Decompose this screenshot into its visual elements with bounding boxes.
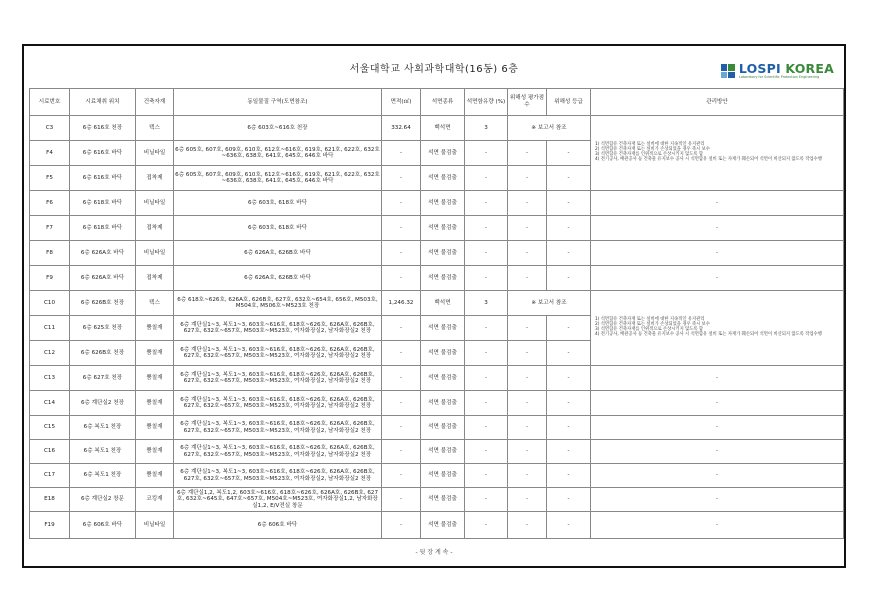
cell-area: -	[382, 366, 421, 391]
cell-id: F6	[30, 191, 70, 216]
page-title: 서울대학교 사회과학대학(16동) 6층	[349, 64, 519, 75]
cell-content: -	[465, 341, 508, 366]
continued-note: - 뒷 장 계 속 -	[415, 549, 453, 556]
col-header: 동일물질 구역(도면참조)	[174, 89, 382, 116]
cell-area-desc: 6층 계단실1~3, 복도1~3, 603호~616호, 618호~626호, 626A호, 626B호, 627호, 632호~657호, M503호~M523호, 여자화장실2, 남자화장실2 천장	[174, 366, 382, 391]
cell-type: 석면 불검출	[421, 391, 465, 416]
cell-material: 뿜칠재	[136, 391, 174, 416]
cell-id: F5	[30, 166, 70, 191]
management-plan	[591, 291, 844, 366]
cell-mgmt: -	[591, 366, 844, 391]
management-line: 3) 석면함유 건축자재를 인위적으로 손상시키지 않도록 함	[595, 327, 704, 332]
cell-content: -	[465, 266, 508, 291]
cell-id: C3	[30, 116, 70, 141]
cell-grade: -	[547, 416, 591, 440]
cell-area: -	[382, 512, 421, 539]
cell-material: 접착제	[136, 166, 174, 191]
management-line: 1) 석면함유 건축자재 또는 설비에 대한 지속적인 유지관리	[595, 317, 705, 323]
management-line: 2) 석면함유 건축자재 또는 설비가 손상되었을 경우 즉시 보수	[595, 147, 710, 153]
cell-area: 1,246.32	[382, 291, 421, 316]
cell-type: 석면 불검출	[421, 341, 465, 366]
cell-id: C17	[30, 464, 70, 488]
cell-location: 6층 616호 바닥	[70, 141, 136, 166]
cell-mgmt: -	[591, 512, 844, 539]
table-row	[30, 266, 844, 291]
cell-material: 뿜칠재	[136, 464, 174, 488]
cell-score: -	[508, 416, 547, 440]
cell-type: 석면 불검출	[421, 366, 465, 391]
cell-area: -	[382, 488, 421, 512]
cell-type: 백석면	[421, 291, 465, 316]
cell-content: 3	[465, 116, 508, 141]
cell-location: 6층 626B호 천장	[70, 341, 136, 366]
cell-area: -	[382, 416, 421, 440]
cell-location: 6층 복도1 천장	[70, 440, 136, 464]
cell-material: 뿜칠재	[136, 316, 174, 341]
cell-grade: -	[547, 316, 591, 341]
cell-type: 석면 불검출	[421, 316, 465, 341]
cell-content: -	[465, 316, 508, 341]
cell-location: 6층 복도1 천장	[70, 464, 136, 488]
cell-material: 뿜칠재	[136, 341, 174, 366]
cell-grade: -	[547, 241, 591, 266]
cell-mgmt: -	[591, 488, 844, 512]
col-header: 위해성 등급	[547, 89, 591, 116]
cell-content: -	[465, 366, 508, 391]
table-row	[30, 241, 844, 266]
col-header: 석면종류	[421, 89, 465, 116]
col-header: 면적(㎡)	[382, 89, 421, 116]
col-header: 관리방안	[591, 89, 844, 116]
cell-area-desc: 6층 603호, 618호 바닥	[174, 191, 382, 216]
cell-location: 6층 계단실2 천장	[70, 391, 136, 416]
cell-material: 접착제	[136, 216, 174, 241]
cell-score: -	[508, 341, 547, 366]
cell-score: -	[508, 191, 547, 216]
cell-area: -	[382, 266, 421, 291]
cell-score: -	[508, 216, 547, 241]
cell-material: 코킹재	[136, 488, 174, 512]
table-row	[30, 488, 844, 512]
cell-area-desc: 6층 603호~616호 천장	[174, 116, 382, 141]
cell-content: -	[465, 191, 508, 216]
cell-area-desc: 6층 626A호, 626B호 바닥	[174, 266, 382, 291]
cell-grade: -	[547, 141, 591, 166]
cell-area: -	[382, 216, 421, 241]
company-logo	[721, 60, 834, 82]
cell-area-desc: 6층 계단실1~3, 복도1~3, 603호~616호, 618호~626호, 626A호, 626B호, 627호, 632호~657호, M503호~M523호, 여자화장실2, 남자화장실2 천장	[174, 416, 382, 440]
cell-id: F4	[30, 141, 70, 166]
table-row	[30, 464, 844, 488]
cell-content: -	[465, 391, 508, 416]
cell-location: 6층 616호 천장	[70, 116, 136, 141]
cell-area: -	[382, 166, 421, 191]
cell-area-desc: 6층 계단실1~3, 복도1~3, 603호~616호, 618호~626호, 626A호, 626B호, 627호, 632호~657호, M503호~M523호, 여자화장실2, 남자화장실2 천장	[174, 464, 382, 488]
cell-material: 텍스	[136, 116, 174, 141]
cell-grade: -	[547, 266, 591, 291]
cell-type: 석면 불검출	[421, 166, 465, 191]
cell-score: ※ 보고서 참조	[508, 116, 591, 141]
col-header: 위해성 평가점수	[508, 89, 547, 116]
cell-type: 석면 불검출	[421, 241, 465, 266]
cell-id: C11	[30, 316, 70, 341]
cell-location: 6층 618호 바닥	[70, 216, 136, 241]
cell-location: 6층 626A호 바닥	[70, 266, 136, 291]
cell-id: C12	[30, 341, 70, 366]
table-row	[30, 291, 844, 316]
table-row	[30, 391, 844, 416]
table-header-row	[30, 89, 844, 116]
cell-material: 비닐타일	[136, 241, 174, 266]
cell-grade: -	[547, 366, 591, 391]
col-header: 시료채취 위치	[70, 89, 136, 116]
table-row	[30, 216, 844, 241]
cell-area: -	[382, 316, 421, 341]
logo-mark-icon	[721, 64, 735, 78]
cell-type: 석면 불검출	[421, 141, 465, 166]
cell-id: F7	[30, 216, 70, 241]
management-line: 4) 전기공사, 배관공사 등 건축물 유지보수 공사 시 석면함유 설비 또는 자재가 훼손되어 석면이 비산되지 않도록 작업수행	[595, 331, 822, 337]
cell-grade: -	[547, 216, 591, 241]
cell-grade: -	[547, 391, 591, 416]
cell-location: 6층 627호 천장	[70, 366, 136, 391]
cell-content: -	[465, 241, 508, 266]
col-header: 시료번호	[30, 89, 70, 116]
cell-area: -	[382, 391, 421, 416]
cell-area: -	[382, 241, 421, 266]
cell-mgmt: -	[591, 241, 844, 266]
cell-area: -	[382, 191, 421, 216]
cell-grade: -	[547, 488, 591, 512]
cell-location: 6층 618호 바닥	[70, 191, 136, 216]
table-row	[30, 191, 844, 216]
logo-name: LOSPI KOREA	[738, 60, 834, 76]
cell-type: 석면 불검출	[421, 266, 465, 291]
cell-content: -	[465, 512, 508, 539]
cell-type: 석면 불검출	[421, 512, 465, 539]
cell-area: 332.64	[382, 116, 421, 141]
cell-area-desc: 6층 606호 바닥	[174, 512, 382, 539]
cell-content: -	[465, 464, 508, 488]
cell-grade: -	[547, 191, 591, 216]
cell-type: 석면 불검출	[421, 416, 465, 440]
cell-location: 6층 626B호 천장	[70, 291, 136, 316]
cell-area-desc: 6층 계단실1~3, 복도1~3, 603호~616호, 618호~626호, 626A호, 626B호, 627호, 632호~657호, M503호~M523호, 여자화장실2, 남자화장실2 천장	[174, 391, 382, 416]
cell-mgmt: -	[591, 416, 844, 440]
management-line: 4) 전기공사, 배관공사 등 건축물 유지보수 공사 시 석면함유 설비 또는 자재가 훼손되어 석면이 비산되지 않도록 작업수행	[595, 156, 822, 162]
document-frame	[22, 44, 846, 568]
col-header: 석면함유량 (%)	[465, 89, 508, 116]
cell-id: C10	[30, 291, 70, 316]
cell-location: 6층 616호 바닥	[70, 166, 136, 191]
cell-content: -	[465, 416, 508, 440]
cell-area-desc: 6층 계단실1~3, 복도1~3, 603호~616호, 618호~626호, 626A호, 626B호, 627호, 632호~657호, M503호~M523호, 여자화장실2, 남자화장실2 천장	[174, 316, 382, 341]
cell-score: -	[508, 464, 547, 488]
cell-area-desc: 6층 계단실1~3, 복도1~3, 603호~616호, 618호~626호, 626A호, 626B호, 627호, 632호~657호, M503호~M523호, 여자화장실2, 남자화장실2 천장	[174, 341, 382, 366]
table-row	[30, 366, 844, 391]
cell-type: 석면 불검출	[421, 440, 465, 464]
cell-grade: -	[547, 464, 591, 488]
cell-area-desc: 6층 626A호, 626B호 바닥	[174, 241, 382, 266]
cell-material: 접착제	[136, 266, 174, 291]
cell-grade: -	[547, 166, 591, 191]
cell-grade: -	[547, 341, 591, 366]
cell-type: 석면 불검출	[421, 464, 465, 488]
cell-mgmt: -	[591, 216, 844, 241]
management-line: 3) 석면함유 건축자재를 인위적으로 손상시키지 않도록 함	[595, 152, 704, 157]
cell-score: -	[508, 316, 547, 341]
cell-mgmt: -	[591, 464, 844, 488]
management-line: 1) 석면함유 건축자재 또는 설비에 대한 지속적인 유지관리	[595, 142, 705, 148]
cell-material: 뿜칠재	[136, 440, 174, 464]
cell-location: 6층 606호 바닥	[70, 512, 136, 539]
table-row	[30, 116, 844, 141]
cell-type: 백석면	[421, 116, 465, 141]
cell-area: -	[382, 341, 421, 366]
table-row	[30, 512, 844, 539]
cell-id: C15	[30, 416, 70, 440]
cell-score: -	[508, 241, 547, 266]
cell-location: 6층 625호 천장	[70, 316, 136, 341]
cell-id: C14	[30, 391, 70, 416]
cell-id: C13	[30, 366, 70, 391]
cell-type: 석면 불검출	[421, 488, 465, 512]
cell-location: 6층 626A호 바닥	[70, 241, 136, 266]
col-header: 건축자재	[136, 89, 174, 116]
cell-mgmt: -	[591, 191, 844, 216]
cell-id: F19	[30, 512, 70, 539]
cell-material: 텍스	[136, 291, 174, 316]
cell-score: -	[508, 266, 547, 291]
cell-content: -	[465, 141, 508, 166]
cell-area-desc: 6층 계단실1~3, 복도1~3, 603호~616호, 618호~626호, 626A호, 626B호, 627호, 632호~657호, M503호~M523호, 여자화장실2, 남자화장실2 천장	[174, 440, 382, 464]
cell-area-desc: 6층 605호, 607호, 609호, 610호, 612호~616호, 619호, 621호, 622호, 632호~636호, 638호, 641호, 645호, 646호 바닥	[174, 166, 382, 191]
cell-type: 석면 불검출	[421, 216, 465, 241]
cell-material: 비닐타일	[136, 191, 174, 216]
cell-grade: -	[547, 440, 591, 464]
cell-score: -	[508, 440, 547, 464]
cell-score: -	[508, 141, 547, 166]
cell-area: -	[382, 141, 421, 166]
cell-mgmt: -	[591, 391, 844, 416]
cell-area-desc: 6층 계단실1,2, 복도1,2, 603호~616호, 618호~626호, 626A호, 626B호, 627호, 632호~645호, 647호~657호, M504호~M523호, 여자화장실1,2, 남자화장실1,2, E/V전실 창문	[174, 488, 382, 512]
cell-type: 석면 불검출	[421, 191, 465, 216]
cell-area-desc: 6층 605호, 607호, 609호, 610호, 612호~616호, 619호, 621호, 622호, 632호~636호, 638호, 641호, 645호, 646호 바닥	[174, 141, 382, 166]
cell-content: 3	[465, 291, 508, 316]
cell-area: -	[382, 440, 421, 464]
cell-id: F8	[30, 241, 70, 266]
cell-score: -	[508, 166, 547, 191]
cell-grade: -	[547, 512, 591, 539]
cell-mgmt: -	[591, 266, 844, 291]
cell-material: 비닐타일	[136, 141, 174, 166]
cell-score: -	[508, 366, 547, 391]
cell-area: -	[382, 464, 421, 488]
cell-content: -	[465, 216, 508, 241]
asbestos-survey-table	[29, 88, 844, 539]
cell-id: C16	[30, 440, 70, 464]
cell-material: 뿜칠재	[136, 416, 174, 440]
cell-area-desc: 6층 618호~626호, 626A호, 626B호, 627호, 632호~654호, 656호, M503호, M504호, M506호~M523호 천장	[174, 291, 382, 316]
cell-content: -	[465, 488, 508, 512]
cell-mgmt: -	[591, 440, 844, 464]
cell-score: -	[508, 488, 547, 512]
cell-score: -	[508, 391, 547, 416]
cell-area-desc: 6층 603호, 618호 바닥	[174, 216, 382, 241]
table-row	[30, 440, 844, 464]
logo-subtitle: Laboratory for Scientific Protection Engineering	[738, 75, 820, 80]
management-plan	[591, 116, 844, 191]
cell-content: -	[465, 166, 508, 191]
cell-location: 6층 복도1 천장	[70, 416, 136, 440]
cell-material: 비닐타일	[136, 512, 174, 539]
cell-location: 6층 계단실2 창문	[70, 488, 136, 512]
cell-id: E18	[30, 488, 70, 512]
cell-content: -	[465, 440, 508, 464]
cell-score: -	[508, 512, 547, 539]
management-line: 2) 석면함유 건축자재 또는 설비가 손상되었을 경우 즉시 보수	[595, 322, 710, 328]
cell-score: ※ 보고서 참조	[508, 291, 591, 316]
table-row	[30, 416, 844, 440]
cell-material: 뿜칠재	[136, 366, 174, 391]
cell-id: F9	[30, 266, 70, 291]
